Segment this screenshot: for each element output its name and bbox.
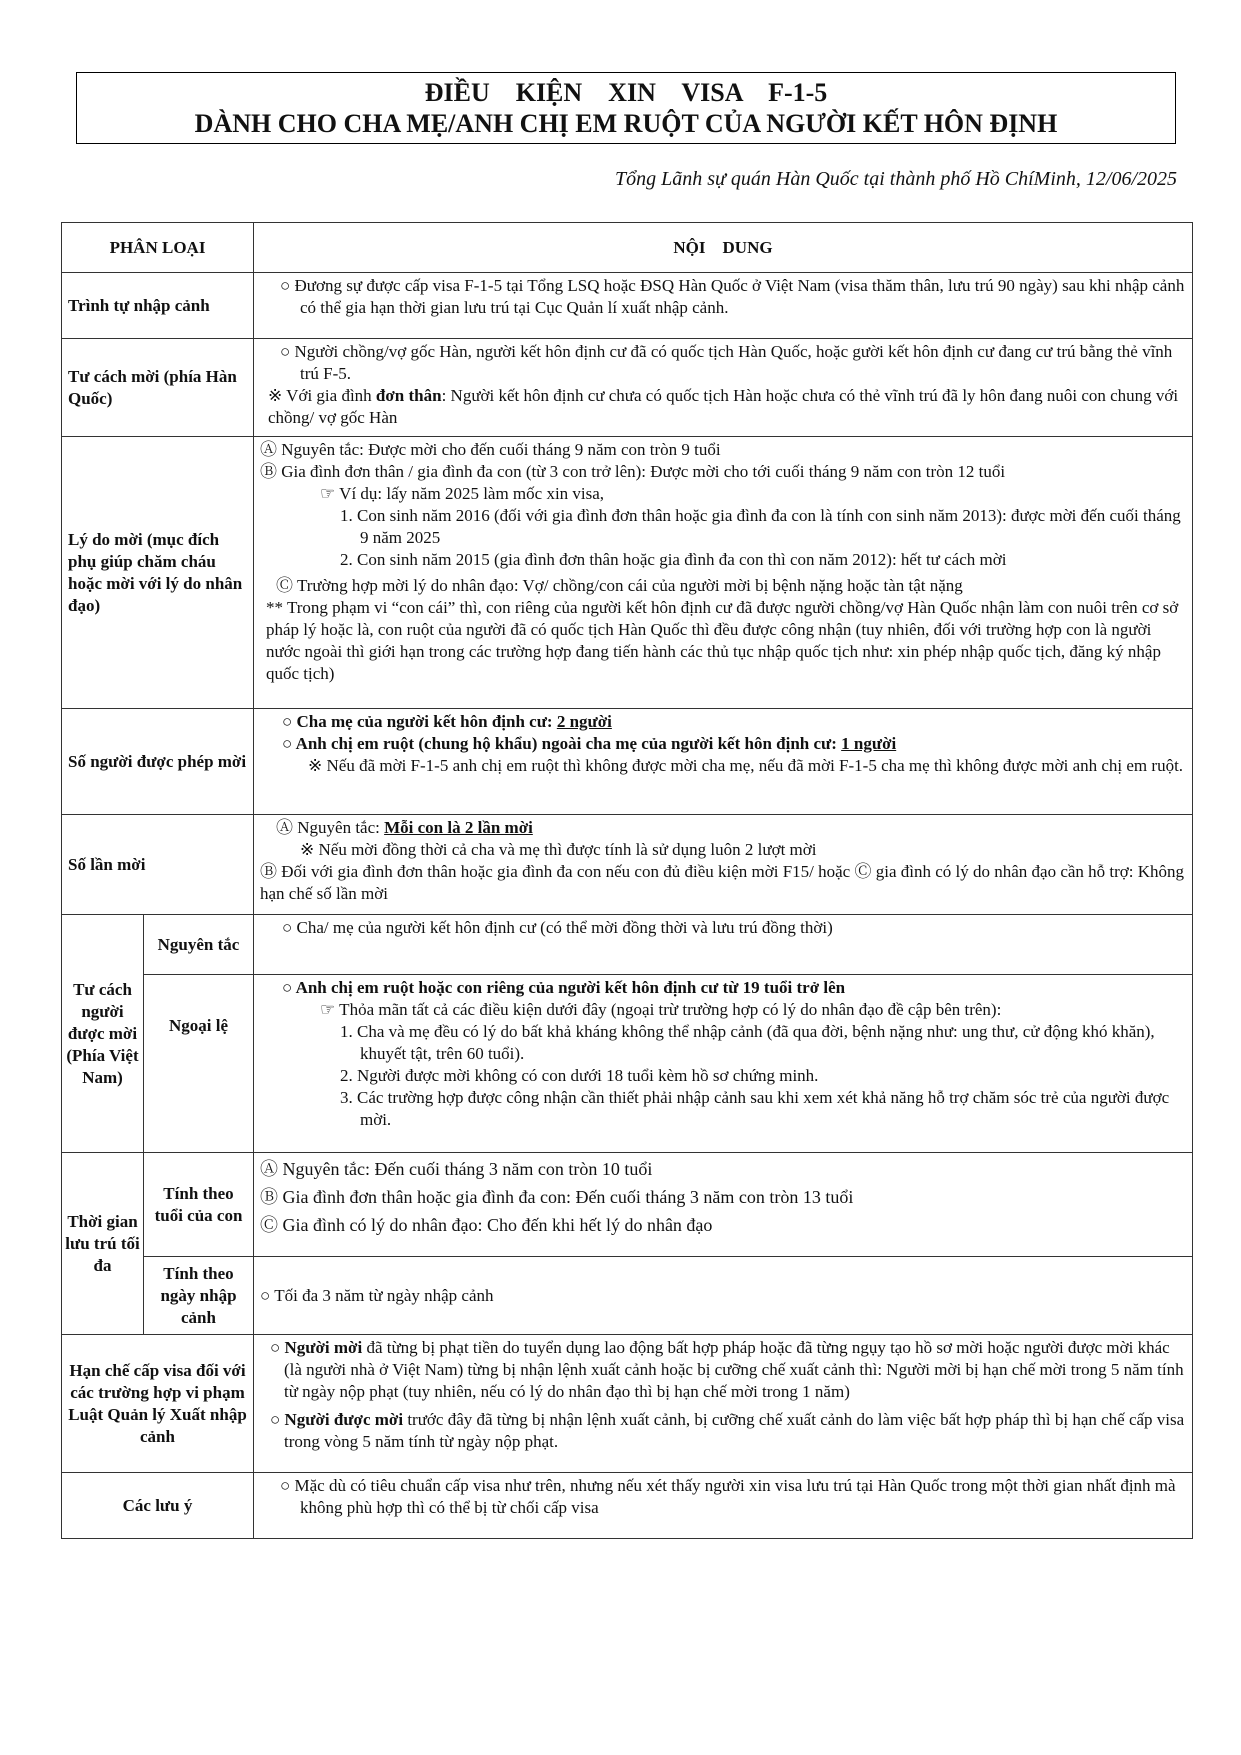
reason-a: Ⓐ Nguyên tắc: Được mời cho đến cuối tháng 9 năm con tròn 9 tuổi	[260, 440, 721, 459]
label-invitee-exception: Ngoại lệ	[144, 975, 254, 1153]
label-max-stay-entry: Tính theo ngày nhập cảnh	[144, 1257, 254, 1335]
invitee-exception-1: 1. Cha và mẹ đều có lý do bất khả kháng không thể nhập cảnh (đã qua đời, bệnh nặng như: ung thư, cử động khó khăn), khuyết tật, trên 60 tuổi).	[340, 1022, 1155, 1063]
invitee-exception-3: 3. Các trường hợp được công nhận cần thiết phải nhập cảnh sau khi xem xét khả năng hỗ trợ chăm sóc trẻ của người được mời.	[340, 1088, 1170, 1129]
row-count-times	[62, 815, 1193, 915]
label-max-stay: Thời gian lưu trú tối đa	[62, 1153, 144, 1335]
restriction-line-1-rest: đã từng bị phạt tiền do tuyển dụng lao động bất hợp pháp hoặc đã từng ngụy tạo hồ sơ mời hoặc người được mời khác (là người nhà ở Việt Nam) từng bị nhận lệnh xuất cảnh hoặc bị cưỡng chế xuất cảnh thì: Người mời bị hạn chế mời trong 5 năm tính từ ngày nộp phạt (tuy nhiên, nếu có lý do nhân đạo thì bị hạn chế mời trong 1 năm)	[284, 1338, 1184, 1401]
content-restriction	[254, 1335, 1193, 1473]
title-line-1: ĐIỀU KIỆN XIN VISA F-1-5	[424, 78, 828, 107]
reason-note: ** Trong phạm vi “con cái” thì, con riêng của người kết hôn định cư đã được người chồng/vợ Hàn Quốc nhận làm con nuôi trên cơ sở pháp lý hoặc là, con ruột của người đã có quốc tịch Hàn Quốc thì đều được công nhận (tuy nhiên, đối với trường hợp con là người nước ngoài thì giới hạn trong các trường hợp đang tiến hành các thủ tục nhập quốc tịch như: xin phép nhập quốc tịch, đăng ký nhập quốc tịch)	[266, 598, 1179, 683]
label-count-people: Số người được phép mời	[62, 709, 254, 815]
count-times-a	[260, 817, 1186, 839]
inviter-note-rest: : Người kết hôn định cư chưa có quốc tịch Hàn hoặc chưa có thẻ vĩnh trú đã ly hôn đang nuôi con chung với chồng/ vợ gốc Hàn	[268, 386, 1179, 427]
count-people-note: ※ Nếu đã mời F-1-5 anh chị em ruột thì không được mời cha mẹ, nếu đã mời F-1-5 cha mẹ thì không được mời anh chị em ruột.	[308, 756, 1184, 775]
content-entry-procedure	[254, 273, 1193, 339]
row-entry-procedure	[62, 273, 1193, 339]
count-people-parents-value: 2 người	[556, 712, 612, 731]
content-max-stay-entry	[254, 1257, 1193, 1335]
content-invitee-exception	[254, 975, 1193, 1153]
content-count-people	[254, 709, 1193, 815]
label-inviter: Tư cách mời (phía Hàn Quốc)	[62, 339, 254, 437]
reason-example-1: 1. Con sinh năm 2016 (đối với gia đình đơn thân hoặc gia đình đa con là tính con sinh năm 2013): được mời đến cuối tháng 9 năm 2025	[340, 506, 1181, 547]
row-invitee-principle	[62, 915, 1193, 975]
title-line-2: DÀNH CHO CHA MẸ/ANH CHỊ EM RUỘT CỦA NGƯỜI KẾT HÔN ĐỊNH	[194, 109, 1058, 138]
max-stay-b: Ⓑ Gia đình đơn thân hoặc gia đình đa con: Đến cuối tháng 3 năm con tròn 13 tuổi	[260, 1187, 854, 1207]
restriction-line-2: ○ Người được mời trước đây đã từng bị nhận lệnh xuất cảnh, bị cưỡng chế xuất cảnh do làm việc bất hợp pháp thì bị hạn chế cấp visa trong vòng 5 năm tính từ ngày nộp phạt.	[270, 1410, 1185, 1451]
max-stay-a: Ⓐ Nguyên tắc: Đến cuối tháng 3 năm con tròn 10 tuổi	[260, 1159, 653, 1179]
reason-example-2: 2. Con sinh năm 2015 (gia đình đơn thân hoặc gia đình đa con thì con năm 2012): hết tư cách mời	[340, 550, 1007, 569]
restriction-line-2-rest: trước đây đã từng bị nhận lệnh xuất cảnh, bị cưỡng chế xuất cảnh do làm việc bất hợp pháp thì bị hạn chế cấp visa trong vòng 5 năm tính từ ngày nộp phạt.	[284, 1410, 1185, 1451]
count-times-a-text: Ⓐ Nguyên tắc:	[276, 818, 385, 837]
row-invitee-exception	[62, 975, 1193, 1153]
row-restriction	[62, 1335, 1193, 1473]
table-header-row	[62, 223, 1193, 273]
label-count-times: Số lần mời	[62, 815, 254, 915]
row-max-stay-age	[62, 1153, 1193, 1257]
invitee-exception-lead: ☞ Thỏa mãn tất cả các điều kiện dưới đây (ngoại trừ trường hợp có lý do nhân đạo đề cập bên trên):	[320, 1000, 1002, 1019]
row-inviter	[62, 339, 1193, 437]
reason-b: Ⓑ Gia đình đơn thân / gia đình đa con (từ 3 con trở lên): Được mời cho tới cuối tháng 9 năm con tròn 12 tuổi	[260, 462, 1006, 481]
invitee-exception-2: 2. Người được mời không có con dưới 18 tuổi kèm hồ sơ chứng minh.	[340, 1066, 819, 1085]
content-count-times	[254, 815, 1193, 915]
label-invitee-principle: Nguyên tắc	[144, 915, 254, 975]
row-reason	[62, 437, 1193, 709]
label-notes: Các lưu ý	[62, 1473, 254, 1539]
content-invitee-principle	[254, 915, 1193, 975]
header-content: NỘI DUNG	[254, 223, 1193, 273]
count-times-b: Ⓑ Đối với gia đình đơn thân hoặc gia đình đa con nếu con đủ điều kiện mời F15/ hoặc Ⓒ gia đình có lý do nhân đạo cần hỗ trợ: Không hạn chế số lần mời	[260, 862, 1185, 903]
entry-procedure-text: ○ Đương sự được cấp visa F-1-5 tại Tổng LSQ hoặc ĐSQ Hàn Quốc ở Việt Nam (visa thăm thân, lưu trú 90 ngày) sau khi nhập cảnh có thể gia hạn thời gian lưu trú tại Cục Quản lí xuất nhập cảnh.	[280, 276, 1185, 317]
content-inviter	[254, 339, 1193, 437]
count-times-a-value: Mỗi con là 2 lần mời	[384, 818, 533, 837]
restriction-line-1: ○ Người mời đã từng bị phạt tiền do tuyển dụng lao động bất hợp pháp hoặc đã từng ngụy tạo hồ sơ mời hoặc người được mời khác (là người nhà ở Việt Nam) từng bị nhận lệnh xuất cảnh hoặc bị cưỡng chế xuất cảnh thì: Người mời bị hạn chế mời trong 5 năm tính từ ngày nộp phạt (tuy nhiên, nếu có lý do nhân đạo thì bị hạn chế mời trong 1 năm)	[270, 1338, 1184, 1401]
inviter-note-prefix: ※ Với gia đình	[268, 386, 376, 405]
count-people-parents	[260, 711, 1186, 733]
count-people-siblings	[260, 733, 1186, 755]
label-invitee: Tư cách người được mời (Phía Việt Nam)	[62, 915, 144, 1153]
invitee-principle-text: ○ Cha/ mẹ của người kết hôn định cư (có thể mời đồng thời và lưu trú đồng thời)	[282, 918, 833, 937]
reason-c: Ⓒ Trường hợp mời lý do nhân đạo: Vợ/ chồng/con cái của người mời bị bệnh nặng hoặc tàn tật nặng	[276, 576, 963, 595]
count-people-siblings-text: ○ Anh chị em ruột (chung hộ khẩu) ngoài cha mẹ của người kết hôn định cư:	[282, 734, 842, 753]
inviter-note	[260, 385, 1186, 429]
label-max-stay-age: Tính theo tuổi của con	[144, 1153, 254, 1257]
label-restriction: Hạn chế cấp visa đối với các trường hợp vi phạm Luật Quản lý Xuất nhập cảnh	[62, 1335, 254, 1473]
label-reason: Lý do mời (mục đích phụ giúp chăm cháu hoặc mời với lý do nhân đạo)	[62, 437, 254, 709]
label-entry-procedure: Trình tự nhập cảnh	[62, 273, 254, 339]
content-notes	[254, 1473, 1193, 1539]
content-max-stay-age	[254, 1153, 1193, 1257]
document-title	[76, 72, 1176, 144]
max-stay-entry-text: ○ Tối đa 3 năm từ ngày nhập cảnh	[260, 1285, 494, 1305]
count-times-a-note: ※ Nếu mời đồng thời cả cha và mẹ thì được tính là sử dụng luôn 2 lượt mời	[300, 840, 817, 859]
reason-example: ☞ Ví dụ: lấy năm 2025 làm mốc xin visa,	[320, 484, 605, 503]
restriction-line-2-bold: Người được mời	[284, 1410, 404, 1429]
max-stay-c: Ⓒ Gia đình có lý do nhân đạo: Cho đến khi hết lý do nhân đạo	[260, 1215, 713, 1235]
restriction-line-1-bold: Người mời	[284, 1338, 363, 1357]
row-max-stay-entry	[62, 1257, 1193, 1335]
notes-text: ○ Mặc dù có tiêu chuẩn cấp visa như trên, nhưng nếu xét thấy người xin visa lưu trú tại Hàn Quốc trong một thời gian nhất định mà không phù hợp thì có thể bị từ chối cấp visa	[280, 1476, 1176, 1517]
row-notes	[62, 1473, 1193, 1539]
count-people-parents-text: ○ Cha mẹ của người kết hôn định cư:	[282, 712, 557, 731]
inviter-note-bold: đơn thân	[375, 386, 442, 405]
header-category: PHÂN LOẠI	[62, 223, 254, 273]
inviter-line-1: ○ Người chồng/vợ gốc Hàn, người kết hôn định cư đã có quốc tịch Hàn Quốc, hoặc gười kết hôn định cư đang cư trú bằng thẻ vĩnh trú F-5.	[280, 342, 1173, 383]
content-reason	[254, 437, 1193, 709]
count-people-siblings-value: 1 người	[841, 734, 897, 753]
conditions-table	[61, 222, 1193, 1539]
row-count-people	[62, 709, 1193, 815]
invitee-exception-title: ○ Anh chị em ruột hoặc con riêng của người kết hôn định cư từ 19 tuổi trở lên	[282, 978, 846, 997]
issuer-date: Tổng Lãnh sự quán Hàn Quốc tại thành phố Hồ ChíMinh, 12/06/2025	[614, 168, 1177, 190]
